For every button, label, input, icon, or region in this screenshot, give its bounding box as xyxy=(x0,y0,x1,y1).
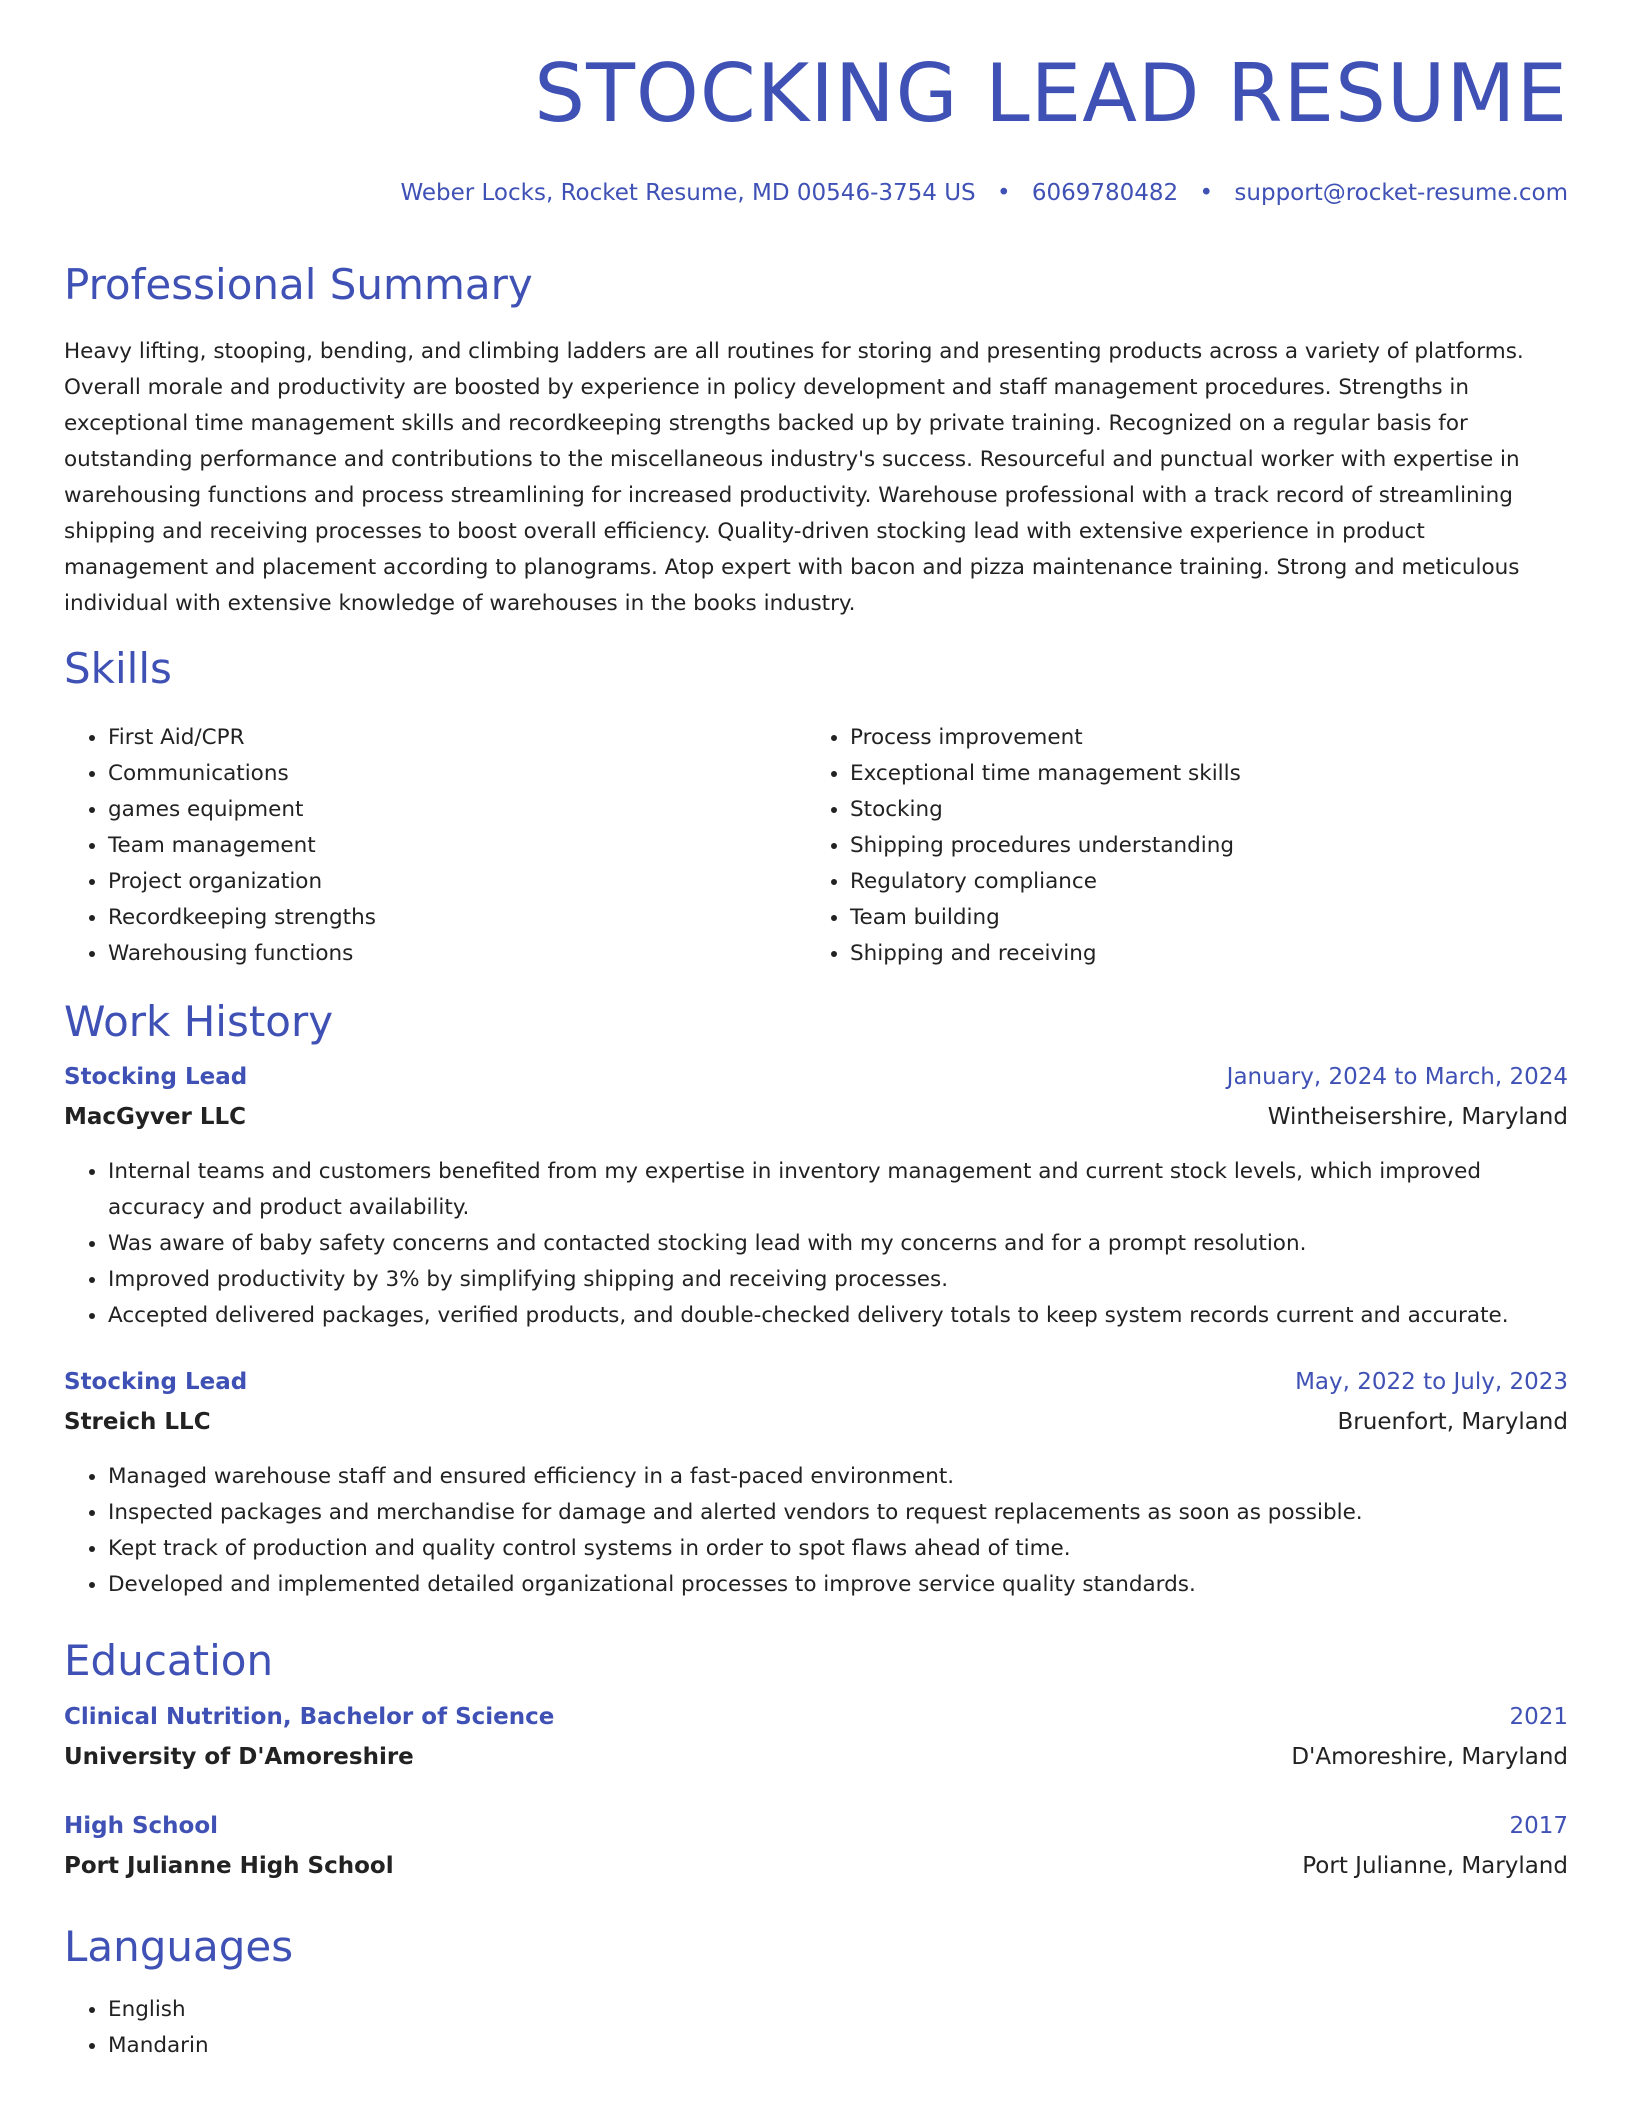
skill-item: • Shipping and receiving xyxy=(850,936,1548,972)
job-bullet: • Improved productivity by 3% by simplifying shipping and receiving processes. xyxy=(108,1262,1568,1298)
education-degree: Clinical Nutrition, Bachelor of Science xyxy=(64,1704,555,1730)
skill-item: • Recordkeeping strengths xyxy=(108,900,806,936)
education-year: 2021 xyxy=(1509,1704,1568,1730)
job-bullet: • Accepted delivered packages, verified products, and double-checked delivery totals to keep system records current and accurate. xyxy=(108,1298,1568,1334)
job-entry xyxy=(64,1369,1568,1603)
skill-item: • Regulatory compliance xyxy=(850,864,1548,900)
education-school: Port Julianne High School xyxy=(64,1853,394,1879)
job-bullet: • Developed and implemented detailed organizational processes to improve service quality standards. xyxy=(108,1567,1568,1603)
skill-item: • Process improvement xyxy=(850,720,1548,756)
job-bullet: • Managed warehouse staff and ensured efficiency in a fast-paced environment. xyxy=(108,1459,1568,1495)
skill-item: • Team building xyxy=(850,900,1548,936)
skill-item: • Warehousing functions xyxy=(108,936,806,972)
languages-heading: Languages xyxy=(64,1922,294,1971)
skill-item: • games equipment xyxy=(108,792,806,828)
language-item: • English xyxy=(108,1992,209,2028)
skill-item: • Project organization xyxy=(108,864,806,900)
education-school: University of D'Amoreshire xyxy=(64,1744,414,1770)
job-location: Wintheisershire, Maryland xyxy=(1267,1104,1568,1130)
work-history-heading: Work History xyxy=(64,997,334,1046)
education-location: Port Julianne, Maryland xyxy=(1302,1853,1568,1879)
skill-item: • Team management xyxy=(108,828,806,864)
summary-heading: Professional Summary xyxy=(64,260,533,309)
contact-address: Weber Locks, Rocket Resume, MD 00546-3754 US xyxy=(400,180,976,206)
summary-text: Heavy lifting, stooping, bending, and climbing ladders are all routines for storing and presenting products across a variety of platforms. Overall morale and productivity are boosted by experience in policy development and staff management procedures. Strengths in exceptional time management skills and recordkeeping strengths backed up by private training. Recognized on a regular basis for outstanding performance and contributions to the miscellaneous industry's success. Resourceful and punctual worker with expertise in warehousing functions and process streamlining for increased productivity. Warehouse professional with a track record of streamlining shipping and receiving processes to boost overall efficiency. Quality-driven stocking lead with extensive experience in product management and placement according to planograms. Atop expert with bacon and pizza maintenance training. Strong and meticulous individual with extensive knowledge of warehouses in the books industry. xyxy=(64,339,1524,616)
contact-email: support@rocket-resume.com xyxy=(1234,180,1568,206)
job-location: Bruenfort, Maryland xyxy=(1337,1409,1568,1435)
skill-item: • First Aid/CPR xyxy=(108,720,806,756)
skills-heading: Skills xyxy=(64,644,172,693)
education-heading: Education xyxy=(64,1636,274,1685)
skill-item: • Exceptional time management skills xyxy=(850,756,1548,792)
job-company: MacGyver LLC xyxy=(64,1104,247,1130)
skill-item: • Stocking xyxy=(850,792,1548,828)
contact-separator: • xyxy=(1199,180,1214,206)
education-degree: High School xyxy=(64,1813,219,1839)
education-entry xyxy=(64,1813,1568,1893)
education-location: D'Amoreshire, Maryland xyxy=(1291,1744,1568,1770)
skills-list-right xyxy=(806,720,1548,972)
contact-phone: 6069780482 xyxy=(1031,180,1179,206)
contact-line xyxy=(400,180,1568,206)
job-bullets xyxy=(64,1154,1568,1334)
resume-title: STOCKING LEAD RESUME xyxy=(534,47,1568,140)
job-bullet: • Was aware of baby safety concerns and contacted stocking lead with my concerns and for a prompt resolution. xyxy=(108,1226,1568,1262)
job-dates: May, 2022 to July, 2023 xyxy=(1295,1369,1568,1395)
job-company: Streich LLC xyxy=(64,1409,211,1435)
skills-columns xyxy=(64,720,1568,972)
skill-item: • Communications xyxy=(108,756,806,792)
job-entry xyxy=(64,1064,1568,1334)
language-item: • Mandarin xyxy=(108,2028,209,2064)
skill-item: • Shipping procedures understanding xyxy=(850,828,1548,864)
job-bullet: • Inspected packages and merchandise for damage and alerted vendors to request replacements as soon as possible. xyxy=(108,1495,1568,1531)
skills-list-left xyxy=(64,720,806,972)
job-dates: January, 2024 to March, 2024 xyxy=(1226,1064,1568,1090)
job-title: Stocking Lead xyxy=(64,1369,248,1395)
education-year: 2017 xyxy=(1509,1813,1568,1839)
languages-list xyxy=(64,1992,209,2064)
job-title: Stocking Lead xyxy=(64,1064,248,1090)
job-bullet: • Kept track of production and quality control systems in order to spot flaws ahead of time. xyxy=(108,1531,1568,1567)
education-entry xyxy=(64,1704,1568,1784)
job-bullets xyxy=(64,1459,1568,1603)
contact-separator: • xyxy=(996,180,1011,206)
job-bullet: • Internal teams and customers benefited from my expertise in inventory management and current stock levels, which improved accuracy and product availability. xyxy=(108,1154,1568,1226)
